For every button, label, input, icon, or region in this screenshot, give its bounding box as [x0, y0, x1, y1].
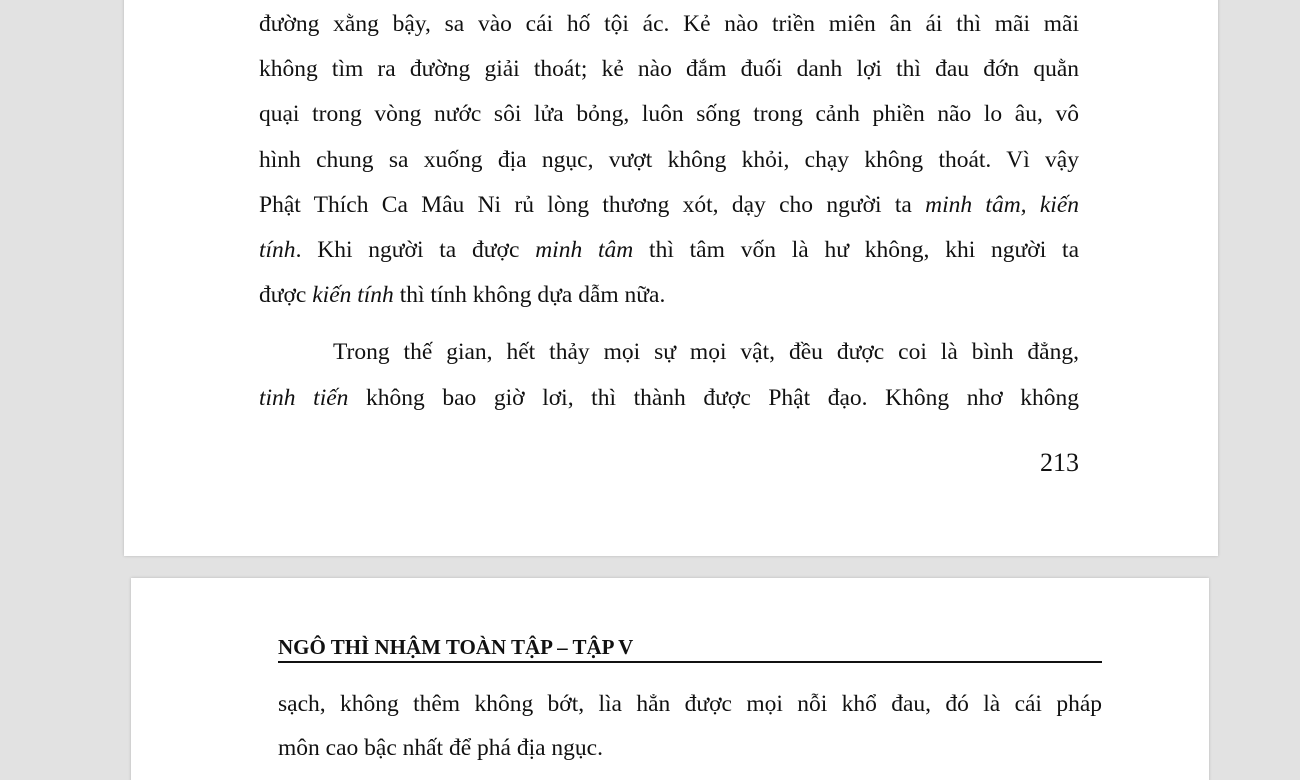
text-line: môn cao bậc nhất để phá địa ngục. [278, 735, 603, 761]
text-line [259, 273, 1079, 318]
italic-term: kiến tính [312, 282, 394, 309]
text-line: đường xằng bậy, sa vào cái hố tội ác. Kẻ nào triền miên ân ái thì mãi mãi [259, 11, 1079, 37]
text-line: Trong thế gian, hết thảy mọi sự mọi vật, đều được coi là bình đẳng, [333, 339, 1079, 366]
page-body-text [259, 2, 1079, 421]
italic-term: tính [259, 236, 296, 263]
page-number: 213 [1040, 448, 1079, 477]
page-213 [124, 0, 1218, 556]
italic-term: minh tâm, kiến [925, 191, 1079, 218]
text-line: sạch, không thêm không bớt, lìa hẳn được mọi nỗi khổ đau, đó là cái pháp [278, 691, 1102, 717]
text-run: không bao giờ lơi, thì thành được Phật đạo. Không nhơ không [348, 384, 1080, 411]
text-line [259, 183, 1079, 228]
text-run: được [259, 282, 313, 309]
italic-term: minh tâm [535, 236, 634, 263]
text-line [259, 376, 1079, 421]
page-214 [131, 578, 1209, 780]
text-run: Phật Thích Ca Mâu Ni rủ lòng thương xót, dạy cho người ta [259, 191, 926, 218]
text-line: không tìm ra đường giải thoát; kẻ nào đắm đuối danh lợi thì đau đớn quằn [259, 56, 1079, 83]
text-line: hình chung sa xuống địa ngục, vượt không khỏi, chạy không thoát. Vì vậy [259, 146, 1079, 173]
text-run: . Khi người ta được [295, 236, 536, 263]
page-body-text [278, 682, 1102, 770]
text-line [259, 228, 1079, 273]
text-run: thì tâm vốn là hư không, khi người ta [633, 236, 1079, 263]
text-line: quại trong vòng nước sôi lửa bỏng, luôn sống trong cảnh phiền não lo âu, vô [259, 101, 1079, 128]
italic-term: tinh tiến [259, 384, 349, 411]
running-header: NGÔ THÌ NHẬM TOÀN TẬP – TẬP V [278, 633, 1102, 663]
text-run: thì tính không dựa dẫm nữa. [393, 282, 666, 309]
